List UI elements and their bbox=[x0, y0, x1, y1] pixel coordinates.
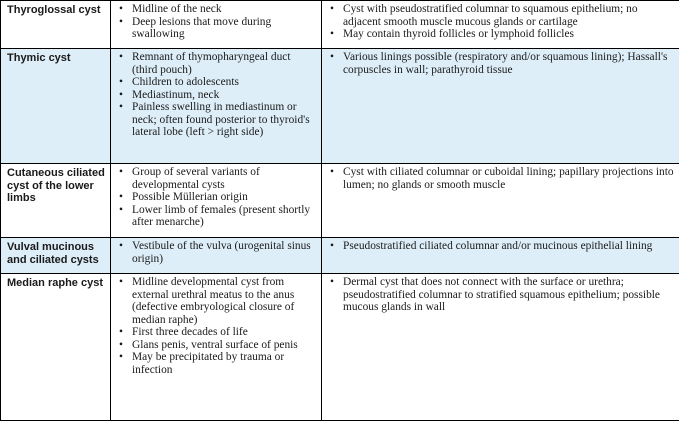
list-item: • Mediastinum, neck bbox=[117, 89, 316, 102]
location-cell bbox=[111, 49, 322, 164]
location-cell bbox=[111, 274, 322, 421]
location-cell bbox=[111, 164, 322, 238]
list-item: • Cyst with pseudostratified columnar to squamous epithelium; no adjacent smooth muscle mucous glands or cartilage bbox=[328, 3, 674, 28]
features-cell bbox=[322, 238, 679, 274]
location-cell bbox=[111, 238, 322, 274]
location-list bbox=[117, 166, 316, 229]
location-list bbox=[117, 3, 316, 41]
features-list bbox=[328, 276, 674, 314]
features-list bbox=[328, 240, 674, 253]
list-item: • Glans penis, ventral surface of penis bbox=[117, 339, 316, 352]
cyst-name: Thymic cyst bbox=[1, 49, 111, 164]
table-row bbox=[1, 274, 679, 421]
features-list bbox=[328, 166, 674, 191]
cyst-name: Thyroglossal cyst bbox=[1, 1, 111, 49]
list-item: • Dermal cyst that does not connect with the surface or urethra; pseudostratified columnar to stratified squamous epithelium; possible mucous glands in wall bbox=[328, 276, 674, 314]
list-item: • Midline of the neck bbox=[117, 3, 316, 16]
list-item: • May contain thyroid follicles or lymphoid follicles bbox=[328, 28, 674, 41]
features-list bbox=[328, 3, 674, 41]
cyst-name: Vulval mucinous and ciliated cysts bbox=[1, 238, 111, 274]
cyst-name: Cutaneous ciliated cyst of the lower limbs bbox=[1, 164, 111, 238]
table-row bbox=[1, 1, 679, 49]
list-item: • Midline developmental cyst from external urethral meatus to the anus (defective embryological closure of median raphe) bbox=[117, 276, 316, 326]
list-item: • Children to adolescents bbox=[117, 76, 316, 89]
list-item: • Possible Müllerian origin bbox=[117, 191, 316, 204]
list-item: • Pseudostratified ciliated columnar and/or mucinous epithelial lining bbox=[328, 240, 674, 253]
location-cell bbox=[111, 1, 322, 49]
list-item: • First three decades of life bbox=[117, 326, 316, 339]
list-item: • Group of several variants of developmental cysts bbox=[117, 166, 316, 191]
features-cell bbox=[322, 164, 679, 238]
list-item: • Various linings possible (respiratory and/or squamous lining); Hassall's corpuscles in wall; parathyroid tissue bbox=[328, 51, 674, 76]
features-cell bbox=[322, 49, 679, 164]
features-cell bbox=[322, 274, 679, 421]
list-item: • Cyst with ciliated columnar or cuboidal lining; papillary projections into lumen; no glands or smooth muscle bbox=[328, 166, 674, 191]
location-list bbox=[117, 276, 316, 376]
list-item: • Remnant of thymopharyngeal duct (third pouch) bbox=[117, 51, 316, 76]
table-row bbox=[1, 238, 679, 274]
features-cell bbox=[322, 1, 679, 49]
features-list bbox=[328, 51, 674, 76]
list-item: • Vestibule of the vulva (urogenital sinus origin) bbox=[117, 240, 316, 265]
table-row bbox=[1, 164, 679, 238]
location-list bbox=[117, 51, 316, 139]
list-item: • May be precipitated by trauma or infection bbox=[117, 351, 316, 376]
list-item: • Deep lesions that move during swallowing bbox=[117, 16, 316, 41]
location-list bbox=[117, 240, 316, 265]
table-row bbox=[1, 49, 679, 164]
cyst-name: Median raphe cyst bbox=[1, 274, 111, 421]
list-item: • Lower limb of females (present shortly after menarche) bbox=[117, 204, 316, 229]
list-item: • Painless swelling in mediastinum or neck; often found posterior to thyroid's lateral lobe (left > right side) bbox=[117, 101, 316, 139]
